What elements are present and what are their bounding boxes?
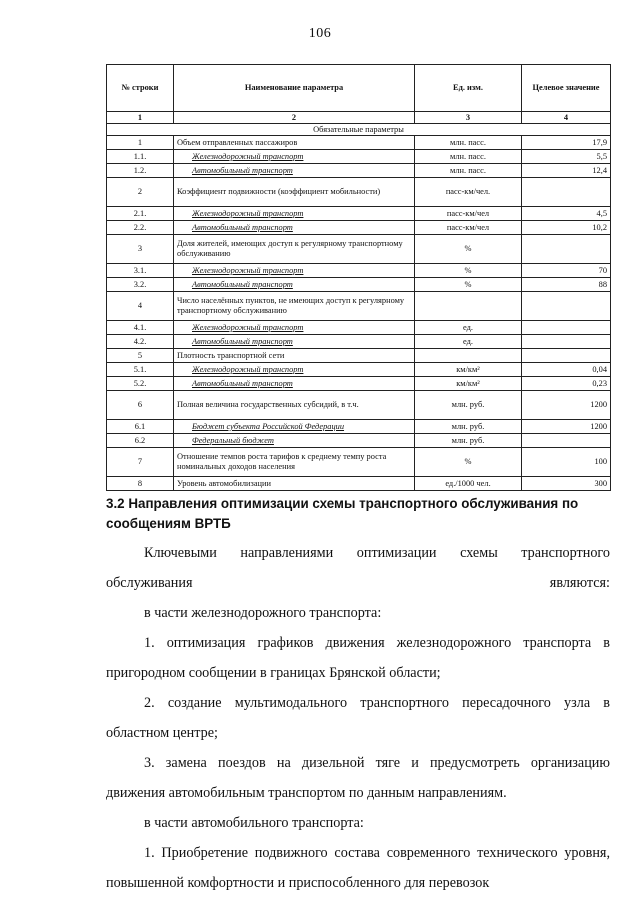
parameter-name-text: Автомобильный транспорт (192, 336, 293, 346)
column-numbers-row (107, 112, 611, 124)
parameter-name: Число населённых пунктов, не имеющих доступ к регулярному транспортному обслуживанию (174, 292, 415, 321)
section-heading: 3.2 Направления оптимизации схемы транспортного обслуживания по сообщениям ВРТБ (106, 496, 579, 531)
table-row (107, 420, 611, 434)
parameter-name-text: Железнодорожный транспорт (192, 208, 304, 218)
row-number: 3.2. (107, 278, 174, 292)
target-value: 1200 (522, 420, 611, 434)
target-value (522, 434, 611, 448)
row-number: 6 (107, 391, 174, 420)
target-value: 5,5 (522, 150, 611, 164)
paragraph: 1. оптимизация графиков движения железнодорожного транспорта в пригородном сообщении в границах Брянской области; (106, 635, 610, 681)
table-row (107, 391, 611, 420)
paragraph: 1. Приобретение подвижного состава современного технического уровня, повышенной комфортности и приспособленного для перевозок (106, 845, 610, 891)
target-value (522, 335, 611, 349)
unit: пасс-км/чел (415, 207, 522, 221)
page-number: 106 (308, 26, 332, 41)
parameter-name (174, 278, 415, 292)
header-parameter-name: Наименование параметра (174, 65, 415, 112)
paragraph: 2. создание мультимодального транспортного пересадочного узла в областном центре; (106, 695, 610, 741)
unit: млн. руб. (415, 434, 522, 448)
parameter-name: Коэффициент подвижности (коэффициент мобильности) (174, 178, 415, 207)
target-value: 100 (522, 448, 611, 477)
paragraph: 3. замена поездов на дизельной тяге и предусмотреть организацию движения автомобильным транспортом по данным направлениям. (106, 755, 610, 801)
unit: ед. (415, 321, 522, 335)
parameter-name-text: Бюджет субъекта Российской Федерации (192, 421, 345, 431)
row-number: 7 (107, 448, 174, 477)
row-number: 5.1. (107, 363, 174, 377)
unit: ед./1000 чел. (415, 477, 522, 491)
target-value (522, 235, 611, 264)
table-row (107, 178, 611, 207)
unit: % (415, 278, 522, 292)
parameter-name: Уровень автомобилизации (174, 477, 415, 491)
unit: км/км² (415, 363, 522, 377)
table-row (107, 164, 611, 178)
target-value: 10,2 (522, 221, 611, 235)
unit: млн. пасс. (415, 164, 522, 178)
section-row (107, 124, 611, 136)
row-number: 1.2. (107, 164, 174, 178)
target-value (522, 349, 611, 363)
parameter-name: Полная величина государственных субсидий, в т.ч. (174, 391, 415, 420)
parameter-name-text: Железнодорожный транспорт (192, 151, 304, 161)
unit: % (415, 448, 522, 477)
unit: млн. пасс. (415, 150, 522, 164)
row-number: 8 (107, 477, 174, 491)
target-value: 4,5 (522, 207, 611, 221)
unit: млн. руб. (415, 391, 522, 420)
table-row (107, 321, 611, 335)
table-header-row (107, 65, 611, 112)
target-value: 88 (522, 278, 611, 292)
paragraph: в части железнодорожного транспорта: (144, 605, 382, 621)
table-row (107, 278, 611, 292)
column-number: 1 (107, 112, 174, 124)
table-row (107, 377, 611, 391)
row-number: 4 (107, 292, 174, 321)
parameter-name-text: Железнодорожный транспорт (192, 322, 304, 332)
table-row (107, 235, 611, 264)
row-number: 6.2 (107, 434, 174, 448)
parameter-name (174, 363, 415, 377)
parameter-name (174, 150, 415, 164)
parameter-name: Объем отправленных пассажиров (174, 136, 415, 150)
header-unit: Ед. изм. (415, 65, 522, 112)
target-value (522, 292, 611, 321)
table-row (107, 221, 611, 235)
table-row (107, 207, 611, 221)
parameter-name: Доля жителей, имеющих доступ к регулярному транспортному обслуживанию (174, 235, 415, 264)
row-number: 1.1. (107, 150, 174, 164)
parameter-name (174, 377, 415, 391)
parameter-name (174, 164, 415, 178)
body-text (106, 538, 610, 898)
row-number: 2.1. (107, 207, 174, 221)
header-row-number: № строки (107, 65, 174, 112)
parameter-name (174, 321, 415, 335)
row-number: 6.1 (107, 420, 174, 434)
column-number: 2 (174, 112, 415, 124)
table-row (107, 150, 611, 164)
table-row (107, 363, 611, 377)
unit: пасс-км/чел. (415, 178, 522, 207)
row-number: 5.2. (107, 377, 174, 391)
target-value: 300 (522, 477, 611, 491)
target-value: 1200 (522, 391, 611, 420)
parameter-name (174, 434, 415, 448)
table-row (107, 335, 611, 349)
paragraph: в части автомобильного транспорта: (144, 815, 364, 831)
parameter-name: Плотность транспортной сети (174, 349, 415, 363)
table-row (107, 434, 611, 448)
table-row (107, 448, 611, 477)
target-value (522, 178, 611, 207)
parameter-name-text: Автомобильный транспорт (192, 222, 293, 232)
unit: ед. (415, 335, 522, 349)
row-number: 4.1. (107, 321, 174, 335)
table-row (107, 292, 611, 321)
table-row (107, 264, 611, 278)
parameter-name-text: Железнодорожный транспорт (192, 265, 304, 275)
paragraph: Ключевыми направлениями оптимизации схемы транспортного обслуживания являются: (106, 545, 610, 591)
parameter-name (174, 335, 415, 349)
parameter-name-text: Автомобильный транспорт (192, 378, 293, 388)
row-number: 3.1. (107, 264, 174, 278)
header-target-value: Целевое значение (522, 65, 611, 112)
unit (415, 292, 522, 321)
target-value: 12,4 (522, 164, 611, 178)
table-row (107, 349, 611, 363)
row-number: 5 (107, 349, 174, 363)
unit (415, 349, 522, 363)
column-number: 3 (415, 112, 522, 124)
unit: млн. пасс. (415, 136, 522, 150)
parameter-name-text: Федеральный бюджет (192, 435, 274, 445)
parameters-table (106, 64, 611, 491)
target-value: 70 (522, 264, 611, 278)
parameter-name (174, 264, 415, 278)
parameter-name (174, 420, 415, 434)
unit: % (415, 264, 522, 278)
column-number: 4 (522, 112, 611, 124)
table-row (107, 136, 611, 150)
target-value: 0,04 (522, 363, 611, 377)
target-value (522, 321, 611, 335)
section-title: Обязательные параметры (107, 124, 611, 136)
parameter-name (174, 221, 415, 235)
parameter-name (174, 207, 415, 221)
unit: пасс-км/чел (415, 221, 522, 235)
target-value: 17,9 (522, 136, 611, 150)
row-number: 2 (107, 178, 174, 207)
parameter-name-text: Железнодорожный транспорт (192, 364, 304, 374)
unit: % (415, 235, 522, 264)
unit: млн. руб. (415, 420, 522, 434)
row-number: 1 (107, 136, 174, 150)
parameter-name-text: Автомобильный транспорт (192, 165, 293, 175)
row-number: 3 (107, 235, 174, 264)
target-value: 0,23 (522, 377, 611, 391)
parameter-name-text: Автомобильный транспорт (192, 279, 293, 289)
parameter-name: Отношение темпов роста тарифов к среднему темпу роста номинальных доходов населения (174, 448, 415, 477)
row-number: 4.2. (107, 335, 174, 349)
table-row (107, 477, 611, 491)
row-number: 2.2. (107, 221, 174, 235)
unit: км/км² (415, 377, 522, 391)
